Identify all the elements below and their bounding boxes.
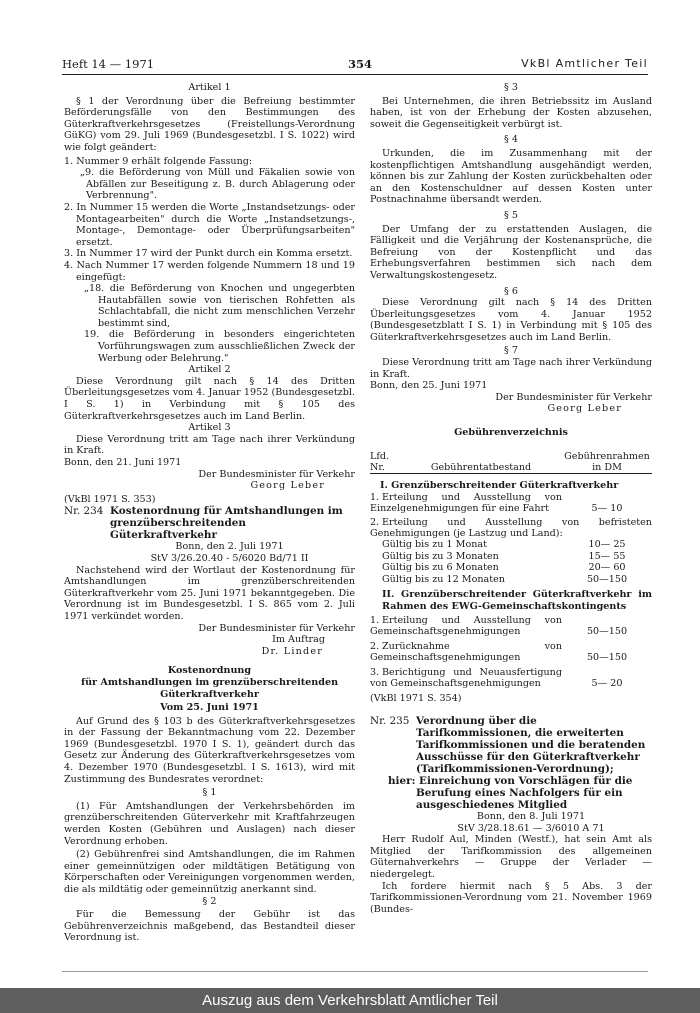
section-4-heading: § 4 — [504, 134, 518, 146]
article-2-heading: Artikel 2 — [188, 364, 231, 376]
article-3-heading: Artikel 3 — [188, 422, 231, 434]
signatory-name-2: Georg Leber — [547, 403, 622, 415]
notice-234-paragraph: Nachstehend wird der Wortlaut der Kostenordnung für Amtshandlungen im grenzüberschreitenden Güterkraftverkehr vom 25. Juni 1971 bekanntgegeben. Die Verordnung ist im Bundesgesetzbl. I S. 865 vom 2. Juli 1971 verkündet worden. — [64, 564, 355, 622]
row-text: Gültig bis zu 6 Monaten — [382, 562, 499, 574]
source-reference: (VkBl 1971 S. 353) — [64, 493, 156, 505]
section-7-paragraph: Diese Verordnung tritt am Tage nach ihrer Verkündung in Kraft. — [370, 357, 652, 380]
notice-235-paragraph-2: Ich fordere hiermit nach § 5 Abs. 3 der Tarifkommissionen-Verordnung vom 21. November 1969 (Bundes- — [370, 880, 652, 915]
amendment-item-3: 3. In Nummer 17 wird der Punkt durch ein Komma ersetzt. — [64, 248, 353, 260]
section-3-heading: § 3 — [504, 82, 518, 93]
row-amount: 50—150 — [586, 652, 628, 664]
right-column — [370, 82, 652, 915]
table-row — [370, 664, 652, 690]
amendment-item-1-quote: „9. die Beförderung von Müll und Fäkalien sowie von Abfällen zur Beseitigung z. B. durch Ablagerung oder Verbrennung". — [80, 167, 355, 202]
row-description — [370, 638, 562, 664]
section-3-paragraph: Bei Unternehmen, die ihren Betriebssitz im Ausland haben, ist von der Erhebung der Kosten abzusehen, soweit die Gegenseitigkeit verbürgt ist. — [370, 95, 652, 130]
cost-ordinance-date: Vom 25. Juni 1971 — [160, 702, 259, 714]
amendment-item-4-no19: 19. die Beförderung in besonders eingerichteten Vorführungswagen zum ausschließlichen Zweck der Werbung oder Belehrung." — [84, 329, 355, 364]
table-row — [370, 574, 652, 585]
row-description — [370, 612, 562, 638]
row-text: Gültig bis zu 1 Monat — [382, 539, 487, 551]
page-number: 354 — [347, 57, 372, 71]
section-6-paragraph: Diese Verordnung gilt nach § 14 des Dritten Überleitungsgesetzes vom 4. Januar 1952 (Bundesgesetzblatt I S. 1) in Verbindung mit § 105 des Güterkraftverkehrsgesetzes auch im Land Berlin. — [370, 297, 652, 343]
fee-schedule-title: Gebührenverzeichnis — [454, 427, 568, 439]
signatory-name: Georg Leber — [250, 480, 325, 492]
signatory-title: Der Bundesminister für Verkehr — [198, 468, 355, 480]
row-text: Erteilung und Ausstellung von Einzelgenehmigungen für eine Fahrt — [370, 491, 562, 515]
row-number: 2. — [370, 516, 380, 528]
section-2-heading: § 2 — [202, 895, 217, 907]
source-reference-2: (VkBl 1971 S. 354) — [370, 693, 462, 705]
notice-234-title — [64, 505, 355, 541]
signing-date-2: Bonn, den 25. Juni 1971 — [370, 380, 488, 392]
section-7-heading: § 7 — [504, 345, 518, 357]
row-text: Erteilung und Ausstellung von Gemeinschaftsgenehmigungen — [370, 614, 562, 638]
cost-ordinance-preamble: Auf Grund des § 103 b des Güterkraftverkehrsgesetzes in der Fassung der Bekanntmachung vom 22. Dezember 1969 (Bundesgesetzbl. 1970 I S. 1), geändert durch das Gesetz zur Änderung des Güterkraftverkehrsgesetzes vom 4. Dezember 1970 (Bundesgesetzbl. I S. 1613), wird mit Zustimmung des Bundesrates verordnet: — [64, 715, 355, 785]
row-amount: 5— 20 — [591, 677, 623, 689]
table-row — [370, 612, 652, 638]
row-amount: 50—150 — [586, 573, 628, 585]
article-1-paragraph: § 1 der Verordnung über die Befreiung bestimmter Beförderungsfälle von den Bestimmungen des Güterkraftverkehrsgesetzes (Freistellungs-Verordnung GüKG) vom 29. Juli 1969 (Bundesgesetzbl. I S. 1022) wird wie folgt geändert: — [64, 95, 355, 153]
footer-banner: Auszug aus dem Verkehrsblatt Amtlicher Teil — [0, 988, 700, 1013]
notice-234-file-reference: StV 3/26.20.40 - 5/6020 Bd/71 II — [150, 552, 309, 564]
notice-235-title-text: Verordnung über die Tarifkommissionen, die erweiterten Tarifkommissionen und die beratenden Ausschüsse für den Güterkraftverkehr (Tarifkommissionen-Verordnung); — [416, 714, 646, 775]
section-4-paragraph: Urkunden, die im Zusammenhang mit der kostenpflichtigen Amtshandlung ausgehändigt werden, können bis zur Zahlung der Kosten zurückbehalten oder an den Kostenschuldner auf dessen Kosten unter Postnachnahme übersandt werden. — [370, 147, 652, 206]
notice-234-date: Bonn, den 2. Juli 1971 — [175, 541, 284, 553]
row-number: 1. — [370, 614, 380, 626]
table-section-1 — [370, 477, 652, 491]
notice-235-subject: hier: Einreichung von Vorschlägen für die Berufung eines Nachfolgers für ein ausgeschiedenes Mitglied — [388, 774, 633, 811]
notice-235-number: Nr. 235 — [370, 714, 410, 727]
fee-schedule-table — [370, 451, 652, 690]
column-header-fee-range: Gebührenrahmen in DM — [564, 450, 650, 474]
article-1-heading: Artikel 1 — [188, 82, 231, 93]
row-amount: 50—150 — [586, 626, 628, 638]
publication-title: VkBl Amtlicher Teil — [521, 57, 648, 70]
row-number: 2. — [370, 640, 380, 652]
column-header-description: Gebührentatbestand — [430, 462, 532, 474]
table-section-2 — [370, 585, 652, 612]
signing-date: Bonn, den 21. Juni 1971 — [64, 457, 182, 468]
row-text: Gültig bis zu 12 Monaten — [382, 573, 505, 585]
amendment-item-4: 4. Nach Nummer 17 werden folgende Nummern 18 und 19 eingefügt: — [64, 259, 355, 283]
notice-235-file-reference: StV 3/28.18.61 — 3/6010 A 71 — [457, 822, 605, 834]
table-row — [370, 638, 652, 664]
row-number: 3. — [370, 666, 380, 678]
notice-235-date: Bonn, den 8. Juli 1971 — [476, 810, 586, 822]
amendment-item-4-no18: „18. die Beförderung von Knochen und ungegerbten Hautabfällen sowie von tierischen Rohfetten als Schlachtabfall, die nicht zum menschlichen Verzehr bestimmt sind, — [84, 283, 355, 329]
notice-234-number: Nr. 234 — [64, 505, 104, 518]
column-header-number: Lfd. Nr. — [370, 450, 390, 474]
table-row — [370, 551, 652, 562]
header-divider — [62, 74, 648, 75]
section-6-heading: § 6 — [504, 285, 518, 297]
article-3-paragraph: Diese Verordnung tritt am Tage nach ihrer Verkündung in Kraft. — [64, 433, 355, 457]
table-row — [370, 515, 652, 540]
row-number: 1. — [370, 491, 380, 503]
section-2-label: II. Grenzüberschreitender Güterkraftverkehr im Rahmen des EWG-Gemeinschaftskontingents — [382, 589, 652, 612]
row-description — [370, 515, 652, 540]
amendment-item-1: 1. Nummer 9 erhält folgende Fassung: — [64, 155, 253, 167]
section-1-label: I. Grenzüberschreitender Güterkraftverkehr — [380, 480, 619, 492]
notice-234-signatory-title: Der Bundesminister für Verkehr — [198, 622, 355, 634]
row-description — [370, 492, 562, 515]
issue-label: Heft 14 — 1971 — [62, 57, 155, 71]
section-5-paragraph: Der Umfang der zu erstattenden Auslagen, die Fälligkeit und die Verjährung der Kostenansprüche, die Befreiung von der Kostenpflicht und das Erhebungsverfahren bestimmen sich nach dem Verwaltungskostengesetz. — [370, 223, 652, 281]
table-row — [370, 492, 652, 515]
row-text: Zurücknahme von Gemeinschaftsgenehmigungen — [370, 640, 562, 664]
row-amount: 15— 55 — [588, 550, 626, 562]
row-text: Erteilung und Ausstellung von befristeten Genehmigungen (je Lastzug und Land): — [370, 516, 652, 540]
row-amount: 20— 60 — [588, 562, 626, 574]
table-row — [370, 562, 652, 573]
row-description — [370, 664, 562, 690]
notice-234-signatory-role: Im Auftrag — [272, 634, 325, 646]
row-amount: 5— 10 — [591, 503, 623, 515]
notice-234-title-text: Kostenordnung für Amtshandlungen im grenzüberschreitenden Güterkraftverkehr — [110, 505, 343, 542]
section-1-paragraph-2: (2) Gebührenfrei sind Amtshandlungen, die im Rahmen einer gemeinnützigen oder mildtätigen Betätigung von Körperschaften oder Vereinigungen vorgenommen werden, die als mildtätig oder gemeinnützig anerkannt sind. — [64, 849, 355, 895]
left-column — [64, 82, 355, 944]
signatory-title-2: Der Bundesminister für Verkehr — [495, 391, 652, 403]
notice-234-signatory-name: Dr. Linder — [261, 645, 323, 657]
table-row — [370, 539, 652, 550]
row-amount: 10— 25 — [588, 539, 626, 551]
row-text: Gültig bis zu 3 Monaten — [382, 550, 499, 562]
row-text: Berichtigung und Neuausfertigung von Gemeinschaftsgenehmigungen — [370, 666, 562, 689]
section-5-heading: § 5 — [504, 209, 518, 221]
footer-divider — [62, 971, 648, 972]
section-2-paragraph: Für die Bemessung der Gebühr ist das Gebührenverzeichnis maßgebend, das Bestandteil dieser Verordnung ist. — [64, 909, 355, 944]
cost-ordinance-title: Kostenordnung — [167, 665, 252, 677]
amendment-item-2: 2. In Nummer 15 werden die Worte „Instandsetzungs- oder Montagearbeiten" durch die Worte „Instandsetzungs-, Montage-, Demontage- oder Überprüfungsarbeiten" ersetzt. — [64, 201, 355, 248]
article-2-paragraph: Diese Verordnung gilt nach § 14 des Dritten Überleitungsgesetzes vom 4. Januar 1952 (Bundesgesetzbl. I S. 1) in Verbindung mit § 105 des Güterkraftverkehrsgesetzes auch im Land Berlin. — [64, 375, 355, 422]
notice-235-paragraph-1: Herr Rudolf Aul, Minden (Westf.), hat sein Amt als Mitglied der Tarifkommission des allgemeinen Güternahverkehrs — Gruppe der Verlader — niedergelegt. — [370, 834, 652, 880]
section-1-heading: § 1 — [202, 787, 217, 799]
section-1-paragraph-1: (1) Für Amtshandlungen der Verkehrsbehörden im grenzüberschreitenden Güterverkehr mit Kraftfahrzeugen werden Kosten (Gebühren und Auslagen) nach dieser Verordnung erhoben. — [64, 800, 355, 847]
cost-ordinance-subtitle: für Amtshandlungen im grenzüberschreitenden Güterkraftverkehr — [80, 676, 339, 700]
notice-235-title — [370, 715, 652, 775]
fee-table-header — [370, 451, 652, 474]
